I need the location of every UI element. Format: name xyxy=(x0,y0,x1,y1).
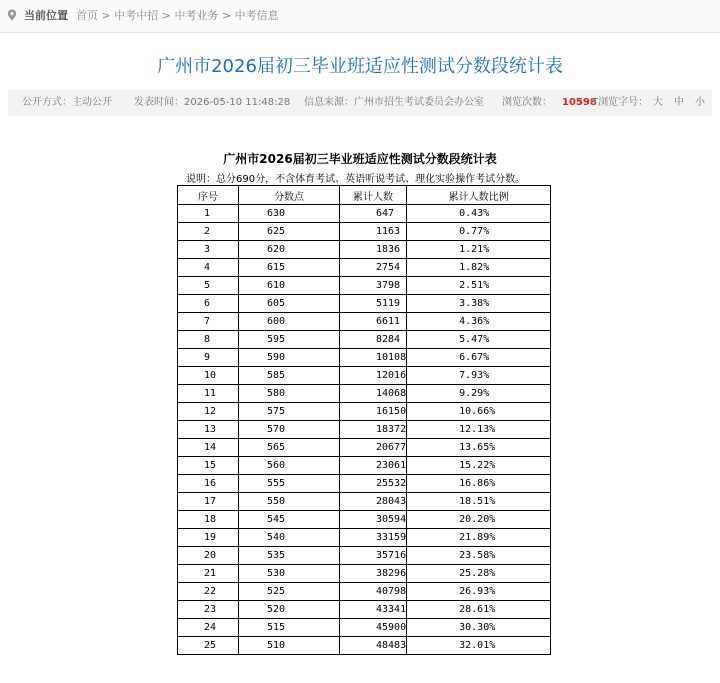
cell-cumulative-count: 14068 xyxy=(340,385,407,403)
cell-cumulative-count: 1836 xyxy=(340,241,407,259)
cell-cumulative-count: 12016 xyxy=(340,367,407,385)
table-row xyxy=(178,349,551,367)
views-count: 10598 xyxy=(562,97,597,108)
cell-index: 25 xyxy=(178,637,239,655)
cell-score: 515 xyxy=(239,619,340,637)
cell-index: 11 xyxy=(178,385,239,403)
cell-cumulative-count: 33159 xyxy=(340,529,407,547)
cell-score: 520 xyxy=(239,601,340,619)
cell-index: 13 xyxy=(178,421,239,439)
breadcrumb-link-zhongkao-zhongzhao[interactable]: 中考中招 xyxy=(114,9,159,22)
cell-cumulative-ratio: 30.30% xyxy=(407,619,551,637)
cell-cumulative-count: 647 xyxy=(340,205,407,223)
cell-cumulative-count: 18372 xyxy=(340,421,407,439)
cell-score: 545 xyxy=(239,511,340,529)
table-row xyxy=(178,493,551,511)
cell-cumulative-count: 43341 xyxy=(340,601,407,619)
cell-score: 630 xyxy=(239,205,340,223)
cell-score: 590 xyxy=(239,349,340,367)
cell-score: 585 xyxy=(239,367,340,385)
cell-index: 4 xyxy=(178,259,239,277)
cell-cumulative-count: 35716 xyxy=(340,547,407,565)
cell-index: 22 xyxy=(178,583,239,601)
cell-cumulative-count: 25532 xyxy=(340,475,407,493)
table-row xyxy=(178,529,551,547)
cell-cumulative-ratio: 0.77% xyxy=(407,223,551,241)
cell-score: 510 xyxy=(239,637,340,655)
table-row xyxy=(178,385,551,403)
table-row xyxy=(178,367,551,385)
breadcrumb-current-label: 当前位置 xyxy=(24,9,68,22)
cell-cumulative-ratio: 13.65% xyxy=(407,439,551,457)
cell-cumulative-ratio: 1.21% xyxy=(407,241,551,259)
cell-index: 15 xyxy=(178,457,239,475)
cell-cumulative-ratio: 26.93% xyxy=(407,583,551,601)
cell-cumulative-count: 30594 xyxy=(340,511,407,529)
table-row xyxy=(178,619,551,637)
table-row xyxy=(178,565,551,583)
views-label: 浏览次数： xyxy=(502,97,552,108)
cell-cumulative-ratio: 32.01% xyxy=(407,637,551,655)
page-title: 广州市2026届初三毕业班适应性测试分数段统计表 xyxy=(157,56,563,77)
cell-cumulative-count: 23061 xyxy=(340,457,407,475)
cell-index: 5 xyxy=(178,277,239,295)
table-row xyxy=(178,403,551,421)
cell-cumulative-count: 8284 xyxy=(340,331,407,349)
cell-score: 625 xyxy=(239,223,340,241)
cell-cumulative-count: 48483 xyxy=(340,637,407,655)
cell-cumulative-count: 2754 xyxy=(340,259,407,277)
cell-score: 615 xyxy=(239,259,340,277)
cell-score: 540 xyxy=(239,529,340,547)
table-row xyxy=(178,637,551,655)
cell-cumulative-count: 40798 xyxy=(340,583,407,601)
table-row xyxy=(178,313,551,331)
cell-cumulative-ratio: 23.58% xyxy=(407,547,551,565)
article-meta-bar xyxy=(8,90,712,116)
cell-index: 21 xyxy=(178,565,239,583)
location-pin-icon xyxy=(6,9,18,21)
cell-cumulative-ratio: 1.82% xyxy=(407,259,551,277)
cell-cumulative-ratio: 28.61% xyxy=(407,601,551,619)
table-row xyxy=(178,331,551,349)
cell-index: 18 xyxy=(178,511,239,529)
cell-cumulative-ratio: 12.13% xyxy=(407,421,551,439)
breadcrumb-home-link[interactable]: 首页 xyxy=(76,9,98,22)
cell-score: 605 xyxy=(239,295,340,313)
font-size-large-button[interactable]: 大 xyxy=(653,97,663,108)
document-title: 广州市2026届初三毕业班适应性测试分数段统计表 xyxy=(223,152,497,166)
publish-mode: 公开方式：主动公开 xyxy=(22,97,112,108)
cell-cumulative-ratio: 25.28% xyxy=(407,565,551,583)
cell-score: 610 xyxy=(239,277,340,295)
breadcrumb-link-zhongkao-xinxi[interactable]: 中考信息 xyxy=(234,9,279,22)
table-row xyxy=(178,547,551,565)
cell-score: 575 xyxy=(239,403,340,421)
table-row xyxy=(178,223,551,241)
breadcrumb xyxy=(0,0,720,33)
cell-cumulative-ratio: 20.20% xyxy=(407,511,551,529)
cell-cumulative-ratio: 21.89% xyxy=(407,529,551,547)
cell-score: 535 xyxy=(239,547,340,565)
cell-cumulative-count: 5119 xyxy=(340,295,407,313)
cell-cumulative-ratio: 4.36% xyxy=(407,313,551,331)
score-table xyxy=(177,185,551,655)
cell-score: 595 xyxy=(239,331,340,349)
cell-score: 580 xyxy=(239,385,340,403)
table-row xyxy=(178,277,551,295)
table-row xyxy=(178,601,551,619)
column-header-cumulative-ratio: 累计人数比例 xyxy=(407,186,551,205)
cell-index: 1 xyxy=(178,205,239,223)
cell-index: 10 xyxy=(178,367,239,385)
cell-cumulative-count: 38296 xyxy=(340,565,407,583)
cell-cumulative-count: 6611 xyxy=(340,313,407,331)
cell-index: 14 xyxy=(178,439,239,457)
cell-score: 560 xyxy=(239,457,340,475)
cell-index: 7 xyxy=(178,313,239,331)
table-header-row xyxy=(178,186,551,205)
cell-cumulative-ratio: 16.86% xyxy=(407,475,551,493)
font-size-medium-button[interactable]: 中 xyxy=(674,97,684,108)
cell-cumulative-count: 16150 xyxy=(340,403,407,421)
cell-index: 6 xyxy=(178,295,239,313)
font-size-small-button[interactable]: 小 xyxy=(695,97,705,108)
breadcrumb-link-zhongkao-yewu[interactable]: 中考业务 xyxy=(174,9,219,22)
cell-index: 19 xyxy=(178,529,239,547)
cell-cumulative-ratio: 18.51% xyxy=(407,493,551,511)
cell-cumulative-ratio: 15.22% xyxy=(407,457,551,475)
cell-score: 555 xyxy=(239,475,340,493)
breadcrumb-path: 首页 > 中考中招 > 中考业务 > 中考信息 xyxy=(76,9,279,22)
column-header-score: 分数点 xyxy=(239,186,340,205)
cell-cumulative-count: 10108 xyxy=(340,349,407,367)
cell-index: 16 xyxy=(178,475,239,493)
table-row xyxy=(178,583,551,601)
cell-index: 24 xyxy=(178,619,239,637)
cell-cumulative-count: 45900 xyxy=(340,619,407,637)
table-row xyxy=(178,295,551,313)
publish-time: 发表时间：2026-05-10 11:48:28 xyxy=(134,97,291,108)
cell-cumulative-ratio: 6.67% xyxy=(407,349,551,367)
cell-score: 570 xyxy=(239,421,340,439)
cell-score: 600 xyxy=(239,313,340,331)
cell-cumulative-ratio: 9.29% xyxy=(407,385,551,403)
table-row xyxy=(178,205,551,223)
column-header-cumulative-count: 累计人数 xyxy=(340,186,407,205)
table-row xyxy=(178,475,551,493)
table-row xyxy=(178,241,551,259)
font-size-label: T浏览字号： xyxy=(592,97,649,108)
cell-score: 525 xyxy=(239,583,340,601)
cell-index: 17 xyxy=(178,493,239,511)
document-note: 说明：总分690分，不含体育考试、英语听说考试、理化实验操作考试分数。 xyxy=(186,174,526,185)
cell-index: 12 xyxy=(178,403,239,421)
table-row xyxy=(178,421,551,439)
cell-score: 550 xyxy=(239,493,340,511)
cell-index: 20 xyxy=(178,547,239,565)
cell-score: 530 xyxy=(239,565,340,583)
cell-cumulative-count: 3798 xyxy=(340,277,407,295)
cell-cumulative-ratio: 10.66% xyxy=(407,403,551,421)
cell-cumulative-ratio: 2.51% xyxy=(407,277,551,295)
cell-index: 2 xyxy=(178,223,239,241)
cell-cumulative-count: 20677 xyxy=(340,439,407,457)
cell-cumulative-ratio: 5.47% xyxy=(407,331,551,349)
cell-cumulative-ratio: 3.38% xyxy=(407,295,551,313)
cell-score: 565 xyxy=(239,439,340,457)
table-row xyxy=(178,259,551,277)
table-row xyxy=(178,457,551,475)
cell-cumulative-count: 28043 xyxy=(340,493,407,511)
column-header-index: 序号 xyxy=(178,186,239,205)
cell-cumulative-ratio: 7.93% xyxy=(407,367,551,385)
cell-cumulative-ratio: 0.43% xyxy=(407,205,551,223)
cell-index: 3 xyxy=(178,241,239,259)
cell-score: 620 xyxy=(239,241,340,259)
info-source: 信息来源：广州市招生考试委员会办公室 xyxy=(304,97,484,108)
cell-index: 8 xyxy=(178,331,239,349)
table-row xyxy=(178,439,551,457)
cell-cumulative-count: 1163 xyxy=(340,223,407,241)
table-row xyxy=(178,511,551,529)
cell-index: 23 xyxy=(178,601,239,619)
cell-index: 9 xyxy=(178,349,239,367)
